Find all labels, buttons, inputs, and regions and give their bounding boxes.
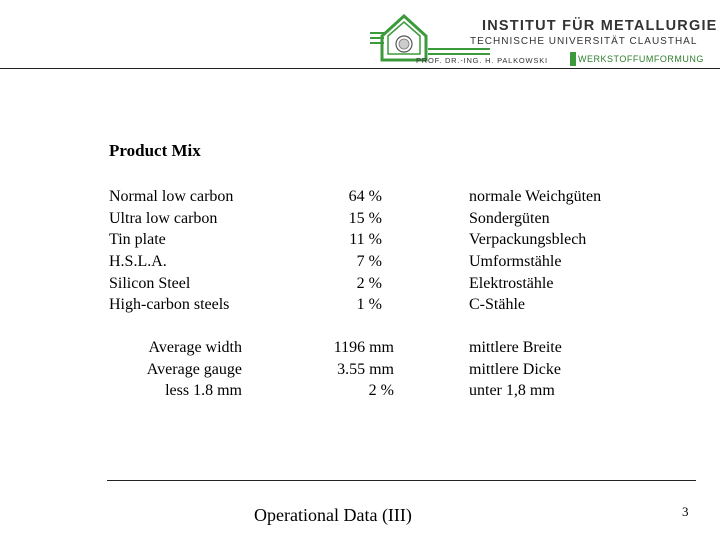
product-name: Silicon Steel [109, 274, 191, 292]
product-german-name: Umformstähle [469, 253, 562, 271]
university-name: TECHNISCHE UNIVERSITÄT CLAUSTHAL [470, 36, 698, 47]
product-name: H.S.L.A. [109, 253, 167, 271]
average-name: Average width [148, 339, 242, 356]
product-german-name: Sondergüten [469, 209, 550, 227]
product-share: 64 % [348, 188, 382, 205]
product-share: 15 % [348, 209, 382, 227]
average-value: 3.55 mm [337, 360, 394, 378]
product-name: High-carbon steels [109, 296, 230, 314]
product-german-name: normale Weichgüten [469, 188, 602, 205]
institute-name: INSTITUT FÜR METALLURGIE [482, 18, 718, 34]
product-share: 2 % [356, 274, 382, 292]
section-title: Product Mix [109, 141, 201, 160]
product-share-column [300, 186, 382, 316]
average-value: 1196 mm [333, 339, 394, 356]
product-name: Tin plate [109, 231, 166, 249]
average-name: Average gauge [146, 360, 242, 378]
product-german-name: C-Stähle [469, 296, 525, 314]
product-name: Ultra low carbon [109, 209, 218, 227]
average-german-column [469, 337, 562, 402]
department-name: WERKSTOFFUMFORMUNG [578, 54, 704, 64]
product-german-name: Verpackungsblech [469, 231, 587, 249]
product-german-name: Elektrostähle [469, 274, 554, 292]
average-german-name: mittlere Breite [469, 339, 562, 356]
product-name: Normal low carbon [109, 188, 234, 205]
footer-divider [107, 480, 696, 481]
professor-name: PROF. DR.-ING. H. PALKOWSKI [416, 56, 548, 65]
average-german-name: unter 1,8 mm [469, 382, 555, 400]
product-share: 1 % [356, 296, 382, 314]
average-value: 2 % [368, 382, 394, 400]
divider-mark [570, 52, 576, 66]
product-share: 7 % [356, 253, 382, 271]
product-name-column [109, 186, 233, 316]
slide-footer-title: Operational Data (III) [254, 505, 412, 525]
header-divider [0, 68, 720, 69]
average-german-name: mittlere Dicke [469, 360, 561, 378]
average-name-column [110, 337, 242, 402]
product-german-column [469, 186, 601, 316]
average-name: less 1.8 mm [165, 382, 242, 400]
average-value-column [300, 337, 394, 402]
product-share: 11 % [349, 231, 382, 249]
page-number: 3 [682, 504, 689, 519]
